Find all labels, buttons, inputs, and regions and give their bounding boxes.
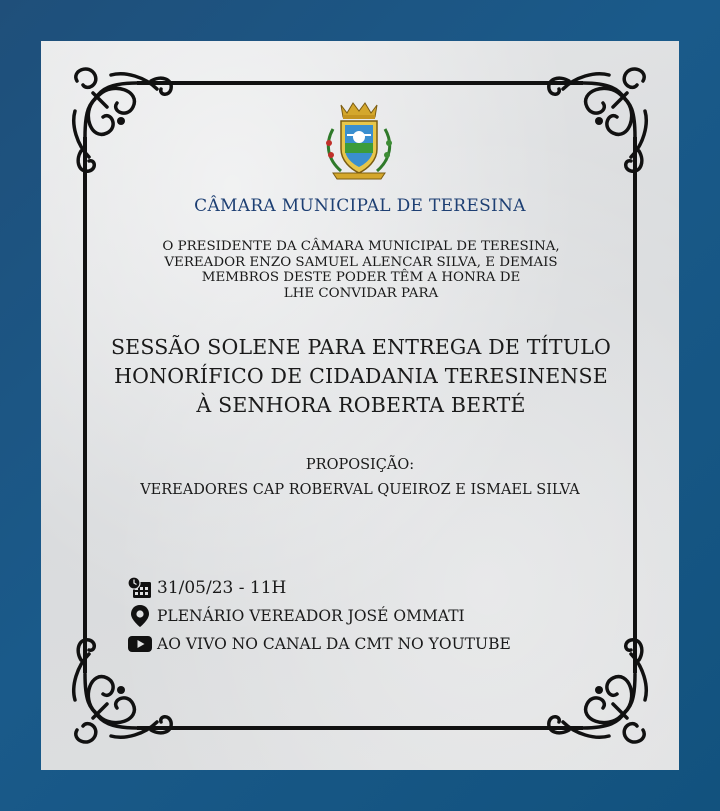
invitation-intro [101, 239, 621, 301]
event-location: PLENÁRIO VEREADOR JOSÉ OMMATI [157, 607, 465, 625]
proposition-label: PROPOSIÇÃO: [305, 457, 415, 473]
intro-line: VEREADOR ENZO SAMUEL ALENCAR SILVA, E DEMAIS [164, 254, 558, 270]
organization-title: CÂMARA MUNICIPAL DE TERESINA [194, 196, 526, 216]
proposition-authors: VEREADORES CAP ROBERVAL QUEIROZ E ISMAEL SILVA [140, 482, 580, 498]
calendar-clock-icon [127, 576, 153, 600]
event-datetime: 31/05/23 - 11H [157, 578, 287, 598]
location-pin-icon [127, 604, 153, 628]
headline-line: SESSÃO SOLENE PARA ENTREGA DE TÍTULO [110, 335, 612, 359]
event-stream-info: AO VIVO NO CANAL DA CMT NO YOUTUBE [157, 635, 511, 653]
event-headline [71, 333, 651, 420]
youtube-play-icon [127, 632, 153, 656]
event-location-row [127, 604, 465, 628]
event-stream-row [127, 632, 511, 656]
invitation-card [41, 41, 679, 770]
headline-line: HONORÍFICO DE CIDADANIA TERESINENSE [114, 364, 608, 388]
headline-line: À SENHORA ROBERTA BERTÉ [196, 393, 526, 417]
intro-line: MEMBROS DESTE PODER TÊM A HONRA DE [201, 270, 521, 285]
event-datetime-row [127, 576, 286, 600]
intro-line: LHE CONVIDAR PARA [283, 285, 439, 301]
intro-line: O PRESIDENTE DA CÂMARA MUNICIPAL DE TERESINA, [162, 239, 560, 254]
municipal-coat-of-arms-logo [319, 99, 399, 183]
